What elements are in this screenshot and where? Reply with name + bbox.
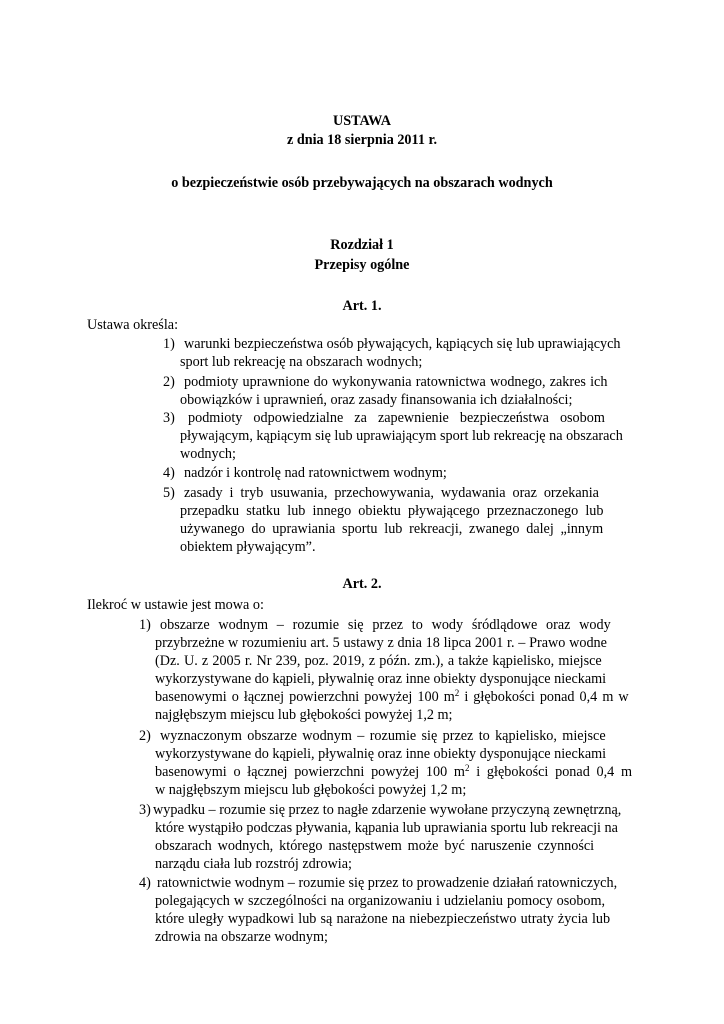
- act-subject: o bezpieczeństwie osób przebywających na obszarach wodnych: [171, 175, 553, 191]
- document-page: USTAWA z dnia 18 sierpnia 2011 r. o bezpieczeństwie osób przebywających na obszarach wodnych Rozdział 1 Przepisy ogólne Art. 1. Ustawa określa: 1) warunki bezpieczeństwa osób pływających, kąpiących się lub uprawiających sport lub rekreację na obszarach wodnych; 2) podmioty uprawnione do wykonywania ratownictwa wodnego, zakres ich obowiązków i uprawnień, oraz zasady finansowania ich działalności; 3) podmioty odpowiedzialne za zapewnienie bezpieczeństwa osobom pływającym, kąpiącym się lub uprawiającym sport lub rekreację na obszarach wodnych; 4) nadzór i kontrolę nad ratownictwem wodnym; 5) zasady i tryb usuwania, przechowywania, wydawania oraz orzekania przepadku statku lub innego obiektu pływającego przeznaczonego lub używanego do uprawiania sportu lub rekreacji, zwanego dalej „innym obiektem pływającym”. Art. 2. Ilekroć w ustawie jest mowa o: 1) obszarze wodnym – rozumie się przez to wody śródlądowe oraz wody przybrzeżne w rozumieniu art. 5 ustawy z dnia 18 lipca 2001 r. – Prawo wodne (Dz. U. z 2005 r. Nr 239, poz. 2019, z późn. zm.), a także kąpielisko, miejsce wykorzystywane do kąpieli, pływalnię oraz inne obiekty dysponujące nieckami basenowymi o łącznej powierzchni powyżej 100 $m^2$ i głębokości ponad 0,4 m w najgłębszym miejscu lub głębokości powyżej 1,2 m; 2) wyznaczonym obszarze wodnym – rozumie się przez to kąpielisko, miejsce wykorzystywane do kąpieli, pływalnię oraz inne obiekty dysponujące nieckami basenowymi o łącznej powierzchni powyżej 100 $m^2$ i głębokości ponad 0,4 m w najgłębszym miejscu lub głębokości powyżej 1,2 m; 3) wypadku – rozumie się przez to nagłe zdarzenie wywołane przyczyną zewnętrzną, które wystąpiło podczas pływania, kąpania lub uprawiania sportu lub rekreacji na obszarach wodnych, którego następstwem może być naruszenie czynności narządu ciała lub rozstrój zdrowia; 4) ratownictwie wodnym – rozumie się przez to prowadzenie działań ratowniczych, polegających w szczególności na organizowaniu i udzielaniu pomocy osobom, które uległy wypadkowi lub są narażone na niebezpieczeństwo utraty życia lub zdrowia na obszarze wodnym;: [0, 0, 724, 1024]
- item-number: 2): [139, 728, 151, 744]
- act-date: z dnia 18 sierpnia 2011 r.: [286, 132, 438, 148]
- art2-lead: Ilekroć w ustawie jest mowa o:: [87, 597, 264, 613]
- item-number: 2): [163, 374, 175, 390]
- item-number: 1): [139, 617, 151, 633]
- act-title: USTAWA: [332, 113, 392, 129]
- item-number: 3): [163, 410, 175, 426]
- art1-heading: Art. 1.: [342, 298, 382, 314]
- item-number: 4): [139, 875, 151, 891]
- chapter-label: Rozdział 1: [330, 237, 394, 253]
- art2-heading: Art. 2.: [342, 576, 382, 592]
- item-number: 4): [163, 465, 175, 481]
- chapter-title: Przepisy ogólne: [314, 257, 410, 273]
- art1-lead: Ustawa określa:: [87, 317, 179, 333]
- item-number: 1): [163, 336, 175, 352]
- item-number: 3): [139, 802, 151, 818]
- item-number: 5): [163, 485, 175, 501]
